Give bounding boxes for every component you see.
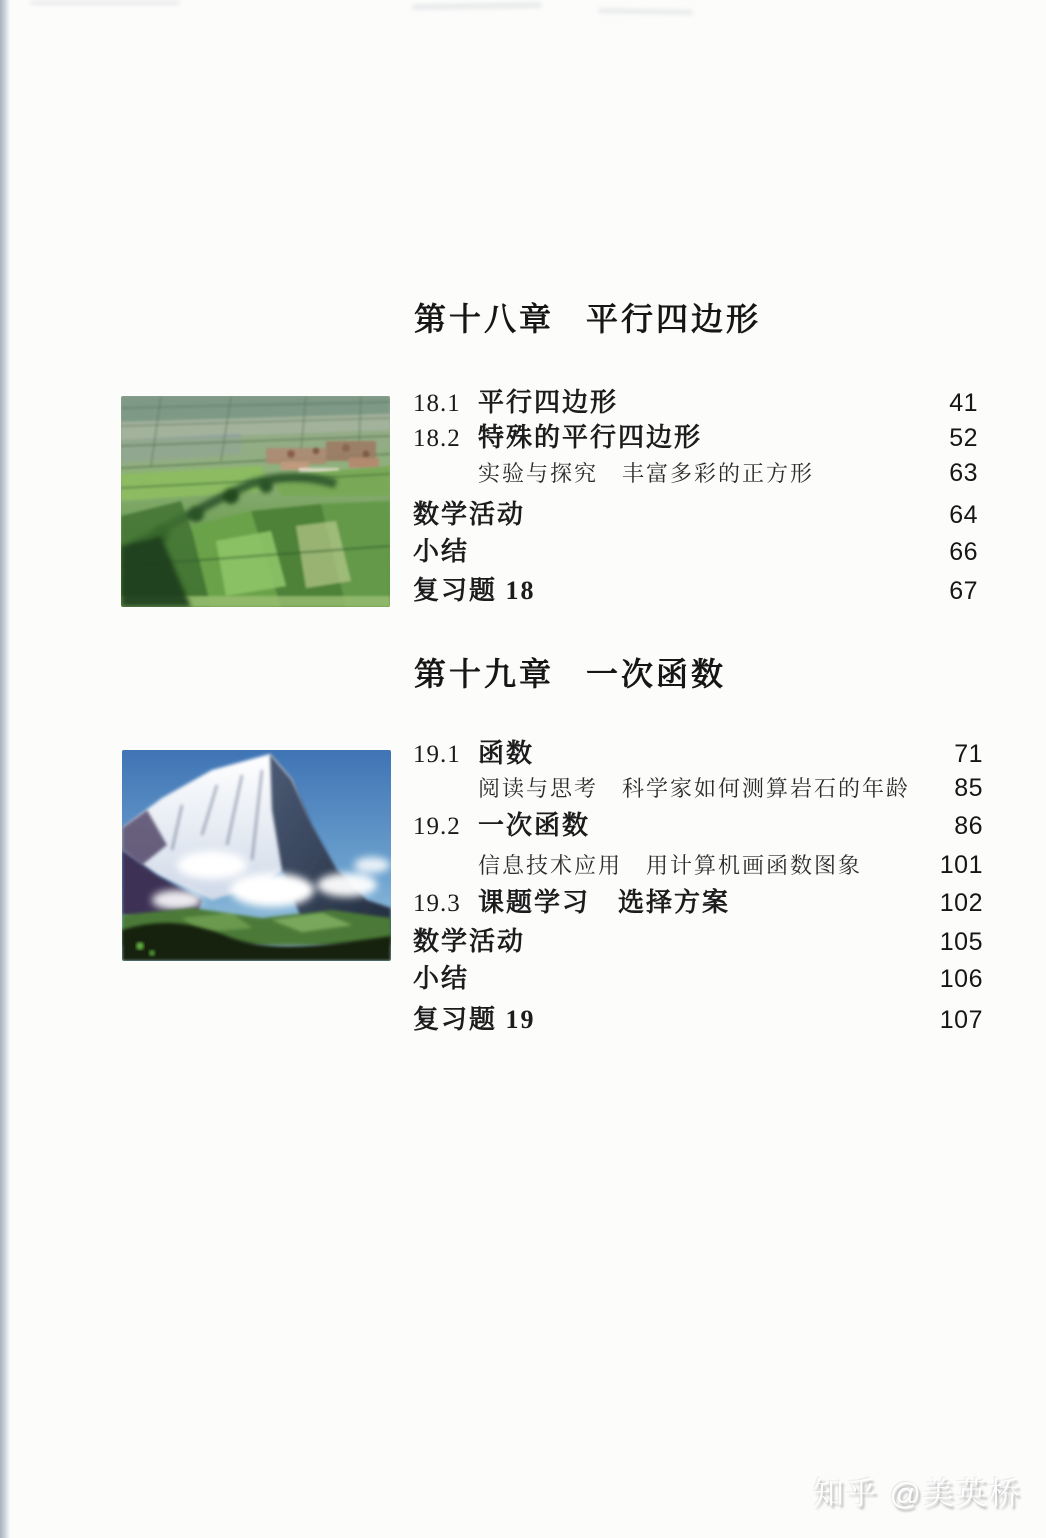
toc-row (413, 771, 983, 805)
scan-smudge (598, 8, 693, 15)
snow-mountain-photo (122, 750, 391, 961)
chapter-19-heading (414, 654, 726, 694)
toc-row (413, 809, 983, 843)
toc-item-page: 106 (939, 965, 983, 993)
chapter-title: 一次函数 (586, 656, 727, 692)
toc-row (413, 737, 983, 771)
toc-item-page: 86 (954, 812, 983, 840)
aerial-farmland-photo (121, 396, 390, 607)
toc-row (413, 574, 978, 608)
toc-item-page: 66 (949, 538, 978, 566)
toc-item-label: 函数 (478, 739, 535, 768)
toc-item-label: 数学活动 (413, 927, 526, 956)
toc-item-page: 101 (939, 851, 983, 879)
toc-item-page: 107 (939, 1006, 983, 1034)
chapter-title: 平行四边形 (586, 301, 762, 337)
toc-item-label: 一次函数 (478, 811, 591, 840)
toc-item-label: 课题学习 选择方案 (478, 888, 731, 917)
toc-item-label: 阅读与思考 科学家如何测算岩石的年龄 (478, 776, 911, 801)
toc-row (413, 386, 978, 420)
page-edge-shadow (0, 0, 10, 1538)
chapter-18-heading (414, 299, 761, 339)
aerial-farmland-illustration (121, 396, 390, 607)
toc-item-label: 复习题 18 (413, 576, 536, 605)
toc-item-label: 实验与探究 丰富多彩的正方形 (478, 461, 815, 486)
toc-row (413, 886, 983, 920)
toc-row (413, 848, 983, 882)
toc-item-label: 复习题 19 (413, 1005, 536, 1034)
toc-row (413, 535, 978, 569)
toc-row (413, 498, 978, 532)
toc-item-label: 信息技术应用 用计算机画函数图象 (478, 853, 863, 878)
toc-item-page: 85 (954, 774, 983, 802)
zhihu-watermark: 知乎 @美英桥 (812, 1476, 1022, 1511)
toc-item-page: 67 (949, 577, 978, 605)
toc-item-label: 特殊的平行四边形 (478, 423, 703, 452)
scan-smudge (412, 2, 542, 10)
toc-item-number: 18.2 (413, 425, 461, 452)
snow-mountain-illustration (122, 750, 391, 961)
toc-item-label: 数学活动 (413, 500, 526, 529)
toc-item-page: 41 (949, 389, 978, 417)
toc-item-page: 105 (939, 928, 983, 956)
toc-item-page: 52 (949, 424, 978, 452)
toc-item-page: 64 (949, 501, 978, 529)
toc-row (413, 962, 983, 996)
toc-item-number: 18.1 (413, 390, 461, 417)
toc-item-page: 71 (954, 740, 983, 768)
toc-row (413, 421, 978, 455)
toc-item-label: 小结 (413, 537, 470, 566)
toc-item-number: 19.1 (413, 741, 461, 768)
toc-item-label: 小结 (413, 964, 470, 993)
toc-item-page: 102 (939, 889, 983, 917)
toc-row (413, 925, 983, 959)
toc-item-page: 63 (949, 459, 978, 487)
toc-row (413, 1003, 983, 1037)
toc-item-label: 平行四边形 (478, 388, 619, 417)
chapter-number: 第十八章 (414, 301, 555, 337)
toc-row (413, 456, 978, 490)
toc-item-number: 19.2 (413, 813, 461, 840)
scan-smudge (30, 1, 180, 5)
chapter-number: 第十九章 (414, 656, 555, 692)
toc-item-number: 19.3 (413, 890, 461, 917)
